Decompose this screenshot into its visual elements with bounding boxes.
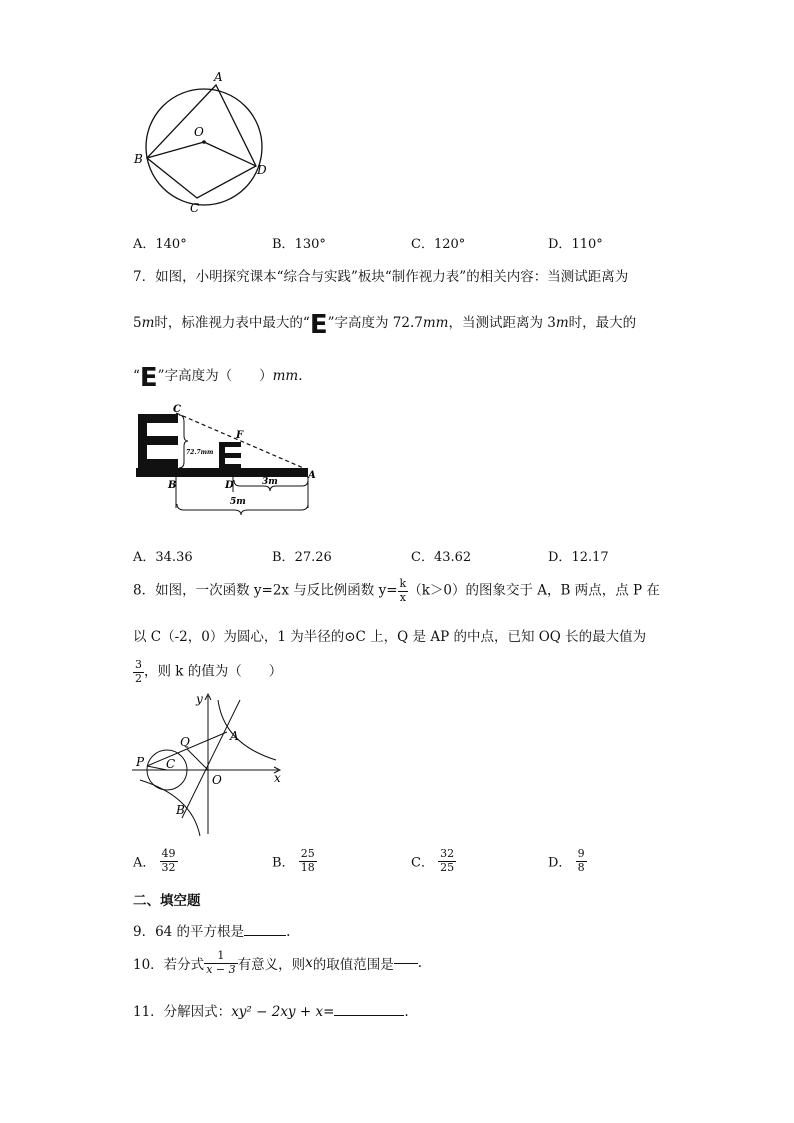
q6-circle: [146, 89, 262, 205]
q6-segment-ob: [147, 142, 204, 158]
q10-text: 10．若分式 $\frac{1}{x - 3}$ 有意义，则x的取值范围是 .: [133, 949, 423, 976]
q6-label-d: D: [257, 163, 267, 177]
q7-big-e-shape: [138, 414, 178, 468]
q8-option-a[interactable]: A． $\frac{49}{32}$: [133, 847, 176, 874]
q6-option-d[interactable]: D．110°: [548, 237, 603, 252]
q7-text-line3: “E”字高度为（ ）mm.: [133, 363, 303, 393]
q8-three-halves: $\frac{3}{2}$: [135, 658, 142, 685]
q6-segment-od: [204, 142, 256, 166]
q7-ground-bar: [136, 468, 308, 477]
q8-option-d[interactable]: D． $\frac{9}{8}$: [548, 847, 585, 874]
q8-text-line2: 以 C（-2，0）为圆心，1 为半径的⊙C 上，Q 是 AP 的中点，已知 OQ 长的最大值为: [133, 629, 647, 645]
q8-segment-oq: [187, 749, 208, 770]
q7-label-d: D: [225, 480, 234, 491]
q7-eye-chart-letter: E: [309, 310, 328, 340]
q7-label-c: C: [173, 404, 181, 415]
q8-label-b: B: [176, 803, 185, 817]
q7-label-b: B: [168, 480, 177, 491]
q7-label-f: F: [236, 430, 244, 441]
q8-label-a: A: [230, 729, 239, 743]
q6-label-b: B: [134, 152, 143, 166]
q8-label-y: y: [196, 692, 203, 706]
q8-label-x: x: [274, 771, 281, 785]
q8-label-q: Q: [180, 735, 190, 749]
q8-segment-cp: [147, 766, 167, 770]
q8-option-b[interactable]: B． $\frac{25}{18}$: [272, 847, 315, 874]
q8-text-line3: $\frac{3}{2}$ ，则 k 的值为（ ）: [135, 658, 283, 685]
q7-3m-label: 3m: [262, 477, 278, 487]
q7-option-a[interactable]: A．34.36: [133, 550, 193, 565]
q8-label-c: C: [166, 757, 176, 771]
q6-option-a[interactable]: A．140°: [133, 237, 187, 252]
q8-hyperbola-lower: [140, 780, 200, 836]
q9-answer-blank[interactable]: [244, 935, 286, 936]
q7-label-a: A: [308, 470, 316, 481]
q6-label-a: A: [214, 70, 223, 84]
q8-k-over-x: $\frac{k}{x}$: [399, 577, 407, 604]
q7-small-e-shape: [219, 442, 241, 469]
q10-fraction: $\frac{1}{x - 3}$: [206, 949, 236, 976]
q7-text-line2: 5m时，标准视力表中最大的“E”字高度为 72.7mm，当测试距离为 3m时，最大的: [133, 310, 637, 340]
q8-function-figure: [130, 690, 290, 840]
q6-circle-figure: [128, 68, 278, 218]
q6-label-c: C: [190, 201, 200, 215]
q7-height-brace: [179, 415, 188, 468]
q8-hyperbola-upper: [218, 700, 276, 760]
q9-text: 9．64 的平方根是 .: [133, 924, 291, 940]
q7-eye-chart-figure: [130, 400, 320, 520]
q7-sight-line: [176, 413, 308, 470]
q8-line-y2x: [182, 700, 240, 818]
q7-option-d[interactable]: D．12.17: [548, 550, 609, 565]
q7-5m-label: 5m: [230, 497, 246, 507]
q7-option-b[interactable]: B．27.26: [272, 550, 332, 565]
q6-center-point: [202, 140, 206, 144]
q11-answer-blank[interactable]: [334, 1015, 404, 1016]
q7-option-c[interactable]: C．43.62: [411, 550, 472, 565]
q8-option-c[interactable]: C． $\frac{32}{25}$: [411, 847, 455, 874]
q6-label-o: O: [194, 125, 204, 139]
q7-text-line1: 7．如图，小明探究课本“综合与实践”板块“制作视力表”的相关内容：当测试距离为: [133, 269, 629, 285]
q8-text-line1: 8．如图，一次函数 y=2x 与反比例函数 y= $\frac{k}{x}$ （k＞0）的图象交于 A，B 两点，点 P 在: [133, 577, 660, 604]
q7-height-label: 72.7mm: [186, 449, 214, 456]
q11-text: 11．分解因式：xy² − 2xy + x= .: [133, 1004, 409, 1020]
q8-label-o: O: [212, 773, 222, 787]
q10-answer-blank[interactable]: [394, 963, 418, 964]
q7-eye-chart-letter-2: E: [139, 363, 158, 393]
section-heading-fill-in: 二、填空题: [133, 893, 201, 909]
q6-option-c[interactable]: C．120°: [411, 237, 466, 252]
q6-option-b[interactable]: B．130°: [272, 237, 326, 252]
q8-label-p: P: [136, 755, 145, 769]
